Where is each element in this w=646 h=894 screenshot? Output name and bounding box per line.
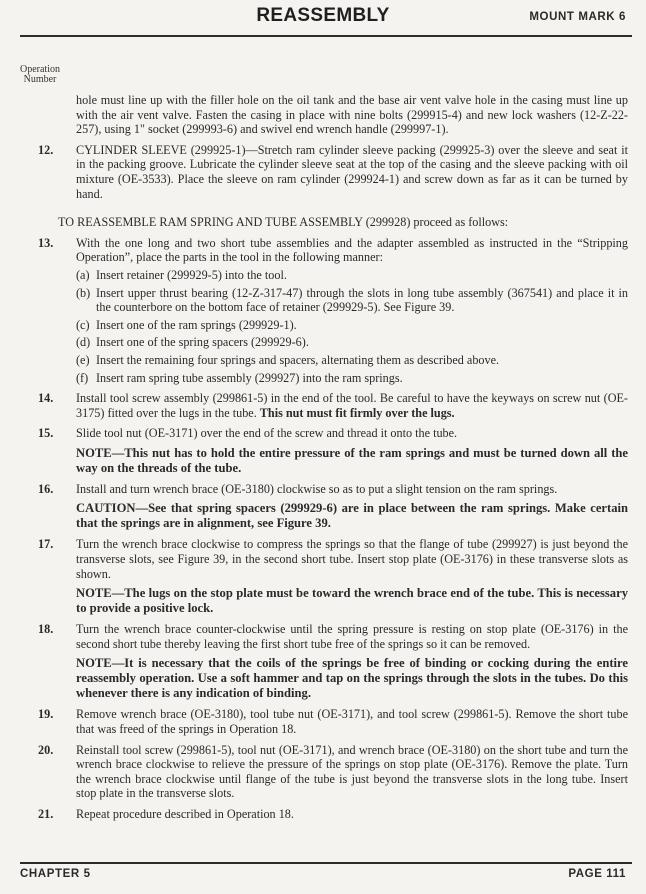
sub-step-f — [76, 371, 628, 386]
header-rule — [20, 35, 632, 37]
operation-17 — [38, 537, 628, 581]
operation-label-line1: Operation — [20, 64, 60, 75]
sub-step-letter: (c) — [76, 317, 90, 332]
operation-18 — [38, 622, 628, 651]
sub-step-a — [76, 268, 628, 283]
page-title: REASSEMBLY — [256, 5, 390, 26]
sub-step-text: Insert ram spring tube assembly (299927) into the ram springs. — [96, 370, 403, 385]
footer-page-number: PAGE 111 — [568, 868, 626, 880]
document-body — [38, 93, 628, 822]
operation-text: CYLINDER SLEEVE (299925-1)—Stretch ram cylinder sleeve packing (299925-3) over the sleeve and seat it in the packing groove. Lubricate the cylinder sleeve seat at the top of the casing and the sleeve packing with oil mixture (OE-3533). Place the sleeve on ram cylinder (299924-1) and screw down as far as it can be turned by hand. — [76, 142, 628, 201]
operation-number: 18. — [38, 622, 54, 637]
header-mount-label: MOUNT MARK 6 — [529, 11, 626, 23]
operation-13 — [38, 236, 628, 385]
operation-number: 12. — [38, 142, 54, 157]
sub-step-letter: (d) — [76, 335, 91, 350]
operation-text: Turn the wrench brace counter-clockwise until the spring pressure is resting on stop plate (OE-3176) in the second short tube thereby leaving the first short tube free of the springs so it can be removed. — [76, 622, 628, 651]
section-heading: TO REASSEMBLE RAM SPRING AND TUBE ASSEMBLY (299928) proceed as follows: — [58, 215, 509, 230]
caution-16: CAUTION—See that spring spacers (299929-6) are in place between the ram springs. Make certain that the springs are in alignment, see Figure 39. — [76, 501, 628, 531]
sub-step-text: Insert one of the spring spacers (299929-6). — [96, 335, 309, 350]
sub-step-letter: (a) — [76, 267, 90, 282]
operation-14 — [38, 391, 628, 420]
sub-step-letter: (b) — [76, 285, 91, 300]
operation-number: 14. — [38, 391, 54, 406]
sub-step-d — [76, 335, 628, 350]
operation-number: 16. — [38, 481, 54, 496]
note-18: NOTE—It is necessary that the coils of the springs be free of binding or cocking during the entire reassembly operation. Use a soft hammer and tap on the springs through the slots in the tubes. Do this whenever there is any indication of binding. — [76, 656, 628, 701]
sub-step-text: Insert retainer (299929-5) into the tool. — [96, 267, 287, 282]
operation-number: 13. — [38, 235, 54, 250]
sub-step-c — [76, 318, 628, 333]
operation-number: 21. — [38, 807, 54, 821]
operation-emphasis: This nut must fit firmly over the lugs. — [259, 405, 455, 420]
operation-text: Install and turn wrench brace (OE-3180) clockwise so as to put a slight tension on the ram springs. — [76, 481, 558, 496]
operation-number: 19. — [38, 707, 54, 722]
note-17: NOTE—The lugs on the stop plate must be toward the wrench brace end of the tube. This is necessary to provide a positive lock. — [76, 586, 628, 616]
footer-rule — [20, 862, 632, 864]
sub-step-e — [76, 353, 628, 368]
operation-20 — [38, 743, 628, 801]
operation-15 — [38, 426, 628, 441]
sub-step-letter: (f) — [76, 370, 89, 385]
operation-text: Slide tool nut (OE-3171) over the end of the screw and thread it onto the tube. — [76, 426, 458, 441]
operation-number: 20. — [38, 742, 54, 757]
operation-text: Install tool screw assembly (299861-5) in the end of the tool. Be careful to have the keyways on screw nut (OE-3175) fitted over the lugs in the tube. — [76, 391, 628, 420]
operation-16 — [38, 482, 628, 497]
operation-19 — [38, 707, 628, 736]
operation-text: Reinstall tool screw (299861-5), tool nut (OE-3171), and wrench brace (OE-3180) on the short tube and turn the wrench brace clockwise to relieve the pressure of the springs on stop plate (OE-3176). Remove the plate. Turn the wrench brace clockwise until flange of the tube is just beyond the transverse slots in the long tube. Insert stop plate in the transverse slots. — [76, 742, 628, 801]
operation-label-line2: Number — [23, 74, 57, 85]
operation-text: Repeat procedure described in Operation 18. — [76, 807, 294, 821]
footer-chapter: CHAPTER 5 — [20, 868, 91, 880]
sub-step-text: Insert one of the ram springs (299929-1). — [96, 317, 297, 332]
operation-12 — [38, 143, 628, 201]
operation-21 — [38, 807, 628, 822]
operation-text: Remove wrench brace (OE-3180), tool tube nut (OE-3171), and tool screw (299861-5). Remove the short tube that was freed of the springs in Operation 18. — [76, 707, 628, 737]
operation-number-label — [20, 65, 60, 85]
sub-step-b — [76, 286, 628, 315]
sub-step-text: Insert upper thrust bearing (12-Z-317-47) through the slots in long tube assembly (367541) and place it in the counterbore on the bottom face of retainer (299929-5). See Figure 39. — [96, 285, 628, 315]
operation-number: 17. — [38, 537, 54, 552]
continuation-paragraph: hole must line up with the filler hole on the oil tank and the base air vent valve hole in the casing must line up with the air vent valve. Fasten the casing in place with nine bolts (299915-4) and new lock washers (12-Z-22-257), using 1" socket (299993-6) and swivel end wrench handle (299997-1). — [76, 93, 628, 137]
note-15: NOTE—This nut has to hold the entire pressure of the ram springs and must be turned down all the way on the threads of the tube. — [76, 445, 628, 475]
sub-step-letter: (e) — [76, 352, 90, 367]
operation-text: Turn the wrench brace clockwise to compress the springs so that the flange of tube (299927) is just beyond the transverse slots, see Figure 39, in the second short tube. Insert stop plate (OE-3176) in these transverse slots as shown. — [76, 537, 628, 581]
operation-number: 15. — [38, 426, 54, 441]
operation-text: With the one long and two short tube assemblies and the adapter assembled as instructed in the “Stripping Operation”, place the parts in the tool in the following manner: — [76, 235, 628, 265]
sub-step-text: Insert the remaining four springs and spacers, alternating them as described above. — [96, 352, 500, 367]
